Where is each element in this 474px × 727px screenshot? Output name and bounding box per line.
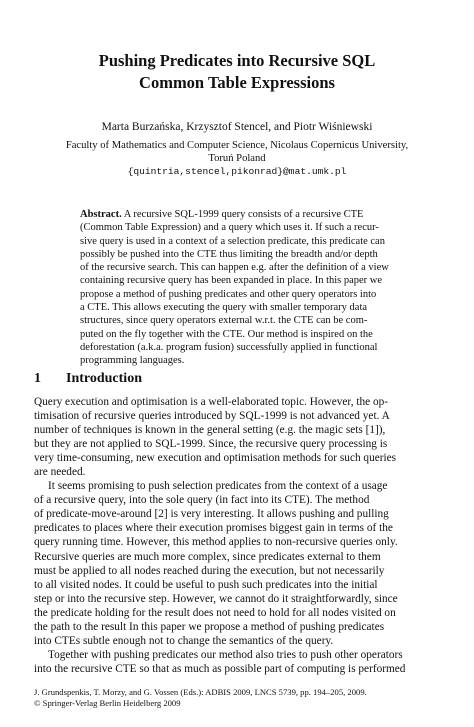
affiliation-line: Faculty of Mathematics and Computer Science, Nicolaus Copernicus University, (65, 140, 409, 151)
abstract-label: Abstract. (80, 209, 122, 220)
abstract-line: sive query is used in a context of a selection predicate, this predicate can (80, 235, 385, 247)
body-line: timisation of recursive queries introduced by SQL-1999 is not advanced yet. A (34, 410, 390, 423)
body-line: into CTEs subtle enough not to change the semantics of the query. (34, 634, 334, 647)
abstract-line (80, 208, 393, 221)
body-line: predicates to places where their execution promises biggest gain in terms of the (34, 522, 393, 535)
body-line: must be applied to all nodes reached during the execution, but not necessarily (34, 564, 385, 577)
publication-footer (34, 687, 367, 708)
body-line: step or into the recursive step. However, we cannot do it straightforwardly, since (34, 592, 398, 605)
copyright-line: © Springer-Verlag Berlin Heidelberg 2009 (34, 697, 181, 708)
abstract-line: a CTE. This allows executing the query with smaller temporary data (80, 302, 368, 314)
section-title: Introduction (66, 371, 142, 386)
title-line: Common Table Expressions (139, 73, 335, 92)
body-line: Recursive queries are much more complex, since predicates external to them (34, 550, 381, 563)
abstract-line: deforestation (a.k.a. program fusion) successfully applied in functional (80, 341, 378, 353)
author-list: Marta Burzańska, Krzysztof Stencel, and Piotr Wiśniewski (101, 121, 373, 133)
body-line: It seems promising to push selection predicates from the context of a usage (48, 480, 388, 493)
abstract-line: (Common Table Expression) and a query which uses it. If such a recur- (80, 222, 379, 234)
body-line: into the recursive CTE so that as much as possible part of computing is performed (34, 662, 406, 675)
abstract-text: A recursive SQL-1999 query consists of a recursive CTE (121, 209, 364, 220)
abstract (80, 208, 393, 368)
abstract-line: puted on the fly together with the CTE. Our method is inspired on the (80, 328, 373, 340)
body-line: of predicate-move-around [2] is very interesting. It allows pushing and pulling (34, 508, 389, 521)
abstract-line: of the recursive search. This can happen e.g. after the definition of a view (80, 262, 389, 274)
paper-title (0, 50, 474, 94)
section-heading (34, 371, 142, 387)
body-line: of a recursive query, into the sole query (in fact into its CTE). The method (34, 494, 370, 507)
citation-line: J. Grundspenkis, T. Morzy, and G. Vossen (Eds.): ADBIS 2009, LNCS 5739, pp. 194–205, 2009. (34, 687, 367, 697)
body-line: Together with pushing predicates our method also tries to push other operators (48, 648, 403, 661)
title-line: Pushing Predicates into Recursive SQL (98, 51, 376, 70)
body-line: number of techniques is known in the general setting (e.g. the magic sets [1]), (34, 424, 386, 437)
body-line: Query execution and optimisation is a well-elaborated topic. However, the op- (34, 396, 389, 408)
abstract-line: propose a method of pushing predicates and other query operators into (80, 288, 377, 300)
affiliation-line: Toruń Poland (208, 153, 266, 164)
body-line: the predicate holding for the result does not need to hold for all nodes visited on (34, 606, 396, 619)
affiliation (0, 139, 474, 178)
abstract-line: structures, since query operators external w.r.t. the CTE can be com- (80, 315, 368, 327)
body-line: are needed. (34, 466, 86, 479)
abstract-line: programming languages. (80, 355, 185, 367)
body-line: to all visited nodes. It could be useful to push such predicates into the initial (34, 578, 378, 591)
body-text (34, 395, 441, 676)
abstract-line: possibly be pushed into the CTE thus limiting the breadth and/or depth (80, 248, 378, 260)
author-emails: {quintria,stencel,pikonrad}@mat.umk.pl (127, 166, 347, 177)
body-line: but they are not applied to SQL-1999. Since, the recursive query processing is (34, 438, 388, 451)
body-line: query running time. However, this method applies to non-recursive queries only. (34, 536, 398, 549)
body-line: the path to the result In this paper we propose a method of pushing predicates (34, 620, 385, 633)
section-number: 1 (34, 371, 41, 386)
abstract-line: containing recursive query has been expanded in place. In this paper we (80, 275, 383, 287)
body-line: very time-consuming, new execution and optimisation methods for such queries (34, 452, 397, 465)
